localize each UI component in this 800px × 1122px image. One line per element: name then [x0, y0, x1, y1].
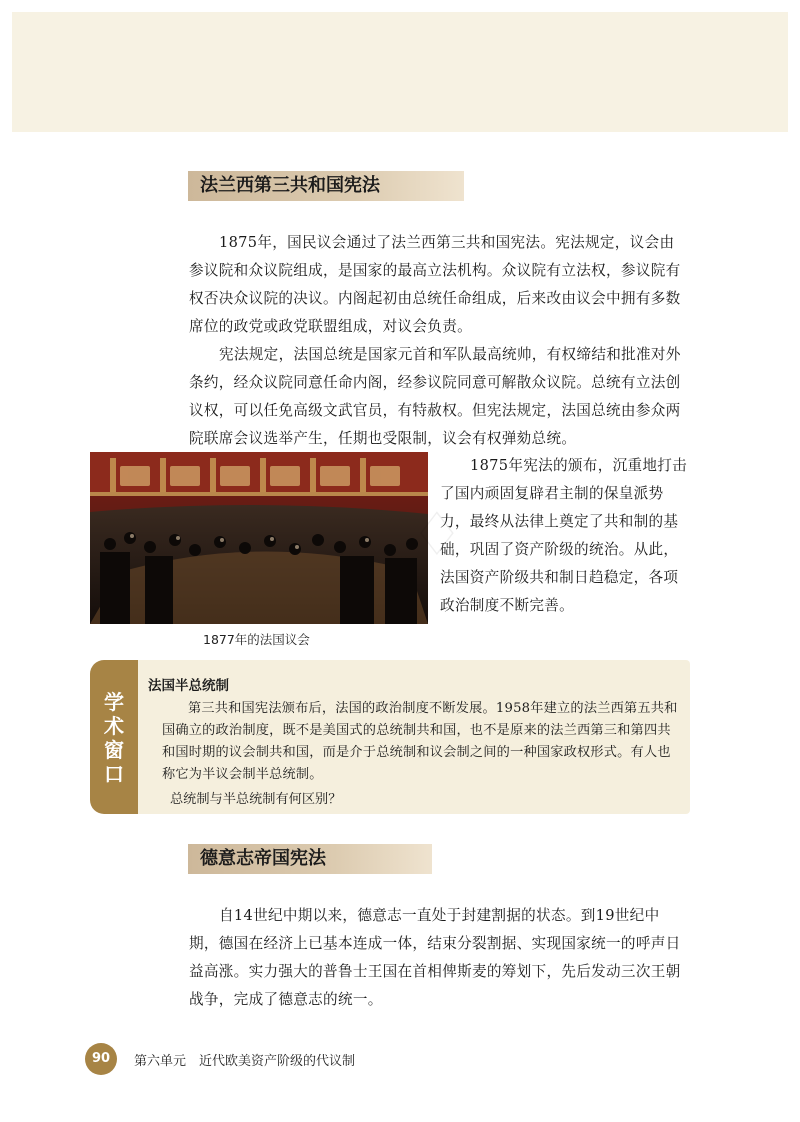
footer-unit-title: 第六单元 近代欧美资产阶级的代议制	[134, 1054, 356, 1069]
academic-window-tab	[90, 660, 138, 814]
section-heading-germany: 德意志帝国宪法	[188, 844, 432, 874]
paragraph-president-powers: 宪法规定，法国总统是国家元首和军队最高统帅，有权缔结和批准对外条约，经众议院同意任命内阁，经参议院同意可解散众议院。总统有立法创议权，可以任免高级文武官员，有特赦权。但宪法规定，法国总统由参众两院联席会议选举产生，任期也受限制，议会有权弹劾总统。	[189, 346, 681, 447]
paragraph-german-unification: 自14世纪中期以来，德意志一直处于封建割据的状态。到19世纪中期，德国在经济上已基本连成一体，结束分裂割据、实现国家统一的呼声日益高涨。实力强大的普鲁士王国在首相俾斯麦的筹划下，先后发动三次王朝战争，完成了德意志的统一。	[189, 907, 681, 1008]
watermark: ♢	[410, 500, 464, 570]
paragraph-1875-constitution: 1875年，国民议会通过了法兰西第三共和国宪法。宪法规定，议会由参议院和众议院组成，是国家的最高立法机构。众议院有立法权，参议院有权否决众议院的决议。内阁起初由总统任命组成，后来改由议会中拥有多数席位的政党或政党联盟组成，对议会负责。	[189, 234, 681, 335]
section-heading-france: 法兰西第三共和国宪法	[188, 171, 464, 201]
academic-window-box	[90, 660, 690, 814]
image-caption: 1877年的法国议会	[203, 632, 310, 647]
academic-window-text: 第三共和国宪法颁布后，法国的政治制度不断发展。1958年建立的法兰西第五共和国确立的政治制度，既不是美国式的总统制共和国，也不是原来的法兰西第三和第四共和国时期的议会制共和国，而是介于总统制和议会制之间的一种国家政权形式。有人也称它为半议会制半总统制。	[162, 701, 678, 782]
parliament-1877-image	[90, 452, 428, 624]
academic-window-title: 法国半总统制	[148, 678, 229, 694]
academic-window-tab-label: 学术窗口	[104, 690, 124, 786]
top-header-band	[12, 12, 788, 132]
academic-window-question: 总统制与半总统制有何区别？	[170, 792, 342, 807]
paragraph-1875-impact: 1875年宪法的颁布，沉重地打击了国内顽固复辟君主制的保皇派势力，最终从法律上奠定了共和制的基础，巩固了资产阶级的统治。从此，法国资产阶级共和制日趋稳定，各项政治制度不断完善。	[440, 457, 688, 614]
page-number: 90	[85, 1043, 117, 1075]
